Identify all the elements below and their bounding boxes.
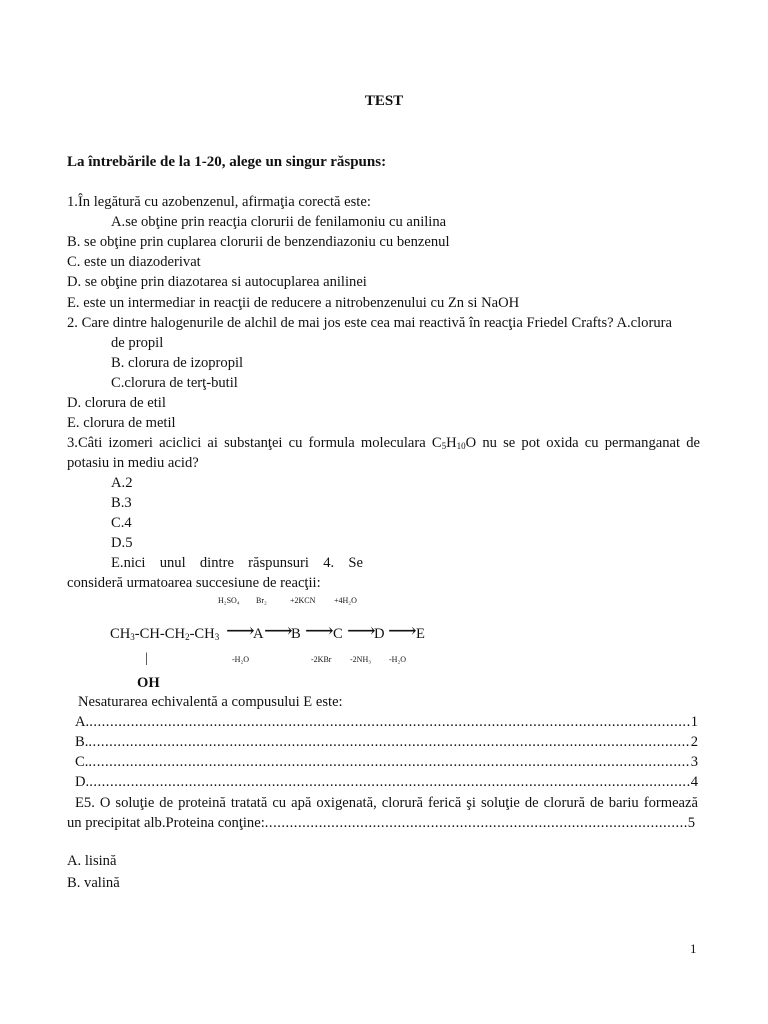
q3-stem-line2: potasiu in mediu acid? [67,455,199,471]
q1-option-d: D. se obţine prin diazotarea si autocuplarea anilinei [67,274,367,290]
q3-stem: 3.Câti izomeri aciclici ai substanţei cu formula moleculara $C_5H_{10}O$ nu se pot oxida cu permanganat de [67,435,700,451]
q4-option: A. ..... 1 [75,713,698,731]
q5-stem-line2: un precipitat alb.Proteina conţine: ..... 5 [67,814,695,832]
byproduct-kbr: -2KBr [311,655,332,664]
q1-option-c: C. este un diazoderivat [67,254,201,270]
q1-stem: 1.În legătură cu azobenzenul, afirmaţia corectă este: [67,194,371,210]
q3-option-b: B.3 [111,495,132,511]
arrow-icon: ⟶ [305,620,334,642]
oh-bond: | [145,651,148,666]
byproduct-h2o-2: -H₂O [389,655,407,664]
reagent-h2o: +4H₂O [334,596,357,605]
page-title: TEST [364,93,404,109]
q4-stem: Nesaturarea echivalentă a compusului E este: [78,694,343,710]
arrow-icon: ⟶ [264,620,293,642]
instructions: La întrebările de la 1-20, alege un singur răspuns: [67,154,387,170]
q3-option-a: A.2 [111,475,133,491]
q5-option-a: A. lisină [67,853,117,869]
reagent-h2so4: H₂SO₄ [218,596,240,605]
q1-option-a: A.se obţine prin reacţia clorurii de fenilamoniu cu anilina [111,214,447,230]
compound-a: A [253,626,264,642]
arrow-icon: ⟶ [347,620,376,642]
page-number: 1 [690,941,697,956]
reagent-br2: Br₂ [256,596,267,605]
byproduct-nh3: -2NH₃ [350,655,372,664]
q5-stem: E5. O soluţie de proteină tratată cu apă oxigenată, clorură ferică şi soluţie de clorură de bariu formează [75,795,698,811]
compound-d: D [374,626,385,642]
q3-option-d: D.5 [111,535,133,551]
q2-option-d: D. clorura de etil [67,395,166,411]
q2-option-c: C.clorura de terţ-butil [111,375,238,391]
q2-option-e: E. clorura de metil [67,415,176,431]
q2-stem-continued: de propil [111,335,164,351]
q4-option: D. ..... 4 [75,773,698,791]
q3-option-c: C.4 [111,515,132,531]
compound-e: E [416,626,425,642]
q1-option-b: B. se obţine prin cuplarea clorurii de benzendiazoniu cu benzenul [67,234,450,250]
arrow-icon: ⟶ [388,620,417,642]
q5-option-b: B. valină [67,875,120,891]
starting-compound: $CH_3-CH-CH_2-CH_3$ [110,626,220,642]
byproduct-h2o: -H₂O [232,655,250,664]
q2-stem: 2. Care dintre halogenurile de alchil de mai jos este cea mai reactivă în reacţia Friedel Crafts? A.clorura [67,315,672,331]
compound-c: C [333,626,343,642]
hydroxyl-group: OH [137,675,160,691]
arrow-icon: ⟶ [226,620,255,642]
q1-option-e: E. este un intermediar in reacţii de reducere a nitrobenzenului cu Zn si NaOH [67,295,520,311]
q4-option: C. ..... 3 [75,753,698,771]
reagent-kcn: +2KCN [290,596,316,605]
compound-b: B [291,626,301,642]
q4-option: B. ..... 2 [75,733,698,751]
q3-option-e: E.nici unul dintre răspunsuri 4. Se [111,555,363,571]
q2-option-b: B. clorura de izopropil [111,355,244,371]
q4-intro: consideră urmatoarea succesiune de reacţii: [67,575,321,591]
